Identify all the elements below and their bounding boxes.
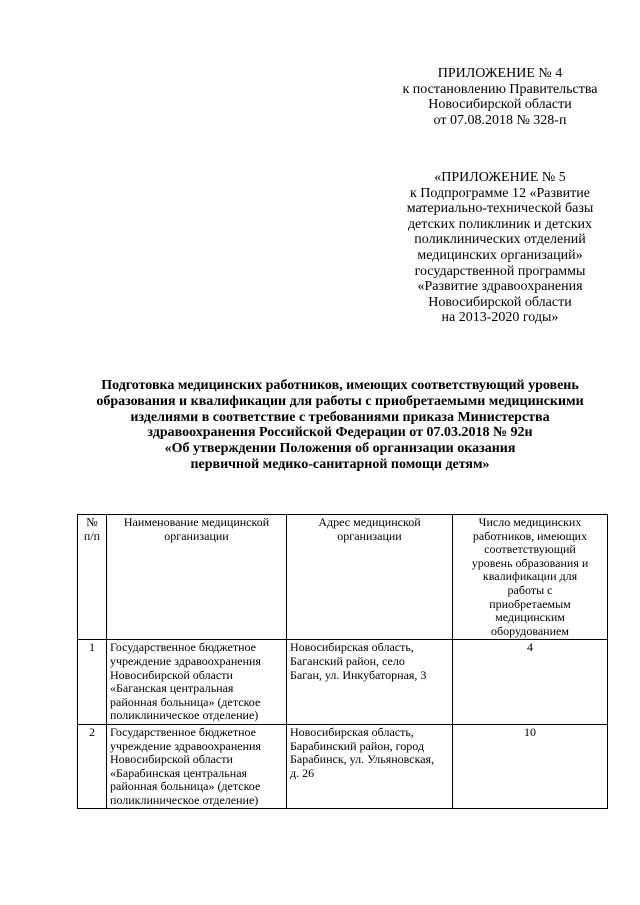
header-line: поликлинических отделений: [414, 232, 586, 248]
header-line: Новосибирской области: [428, 294, 572, 310]
title-line: образования и квалификации для работы с приобретаемыми медицинскими: [96, 393, 584, 409]
title-line: «Об утверждении Положения об организации оказания: [164, 441, 516, 457]
row-num: 1: [78, 640, 107, 725]
header-name: Наименование медицинской организации: [107, 515, 287, 640]
header-num: № п/п: [78, 515, 107, 640]
header-line: к постановлению Правительства: [402, 81, 598, 97]
table-row: [78, 640, 608, 725]
row-count: 10: [453, 724, 608, 809]
appendix-4-header: [360, 66, 640, 128]
header-line: детских поликлиник и детских: [407, 216, 593, 232]
header-count: Число медицинских работников, имеющих соответствующий уровень образования и квалификации для работы с приобретаемым медицинским оборудованием: [453, 515, 608, 640]
document-title: [60, 378, 620, 473]
header-line: «Развитие здравоохранения: [417, 279, 583, 295]
header-line: «ПРИЛОЖЕНИЕ № 5: [434, 170, 566, 185]
header-address: Адрес медицинской организации: [287, 515, 453, 640]
header-line: медицинских организаций»: [417, 247, 583, 263]
row-num: 2: [78, 724, 107, 809]
table-header-row: [78, 515, 608, 640]
table-row: [78, 724, 608, 809]
title-line: Подготовка медицинских работников, имеющих соответствующий уровень: [101, 378, 579, 393]
organizations-table: [77, 514, 608, 809]
header-line: к Подпрограмме 12 «Развитие: [410, 185, 590, 201]
row-address: Новосибирская область, Баганский район, село Баган, ул. Инкубаторная, 3: [287, 640, 453, 725]
row-count: 4: [453, 640, 608, 725]
header-line: материально-технической базы: [406, 201, 594, 217]
header-line: от 07.08.2018 № 328-п: [433, 112, 567, 128]
title-line: изделиями в соответствие с требованиями приказа Министерства: [130, 409, 550, 425]
appendix-5-header: [360, 170, 640, 326]
row-name: Государственное бюджетное учреждение здравоохранения Новосибирской области «Барабинская центральная районная больница» (детское поликлиническое отделение): [107, 724, 287, 809]
header-line: Новосибирской области: [428, 97, 572, 113]
header-line: ПРИЛОЖЕНИЕ № 4: [437, 66, 563, 81]
title-line: первичной медико-санитарной помощи детям»: [190, 456, 490, 472]
row-name: Государственное бюджетное учреждение здравоохранения Новосибирской области «Баганская центральная районная больница» (детское поликлиническое отделение): [107, 640, 287, 725]
header-line: государственной программы: [414, 263, 586, 279]
header-line: на 2013-2020 годы»: [441, 310, 559, 326]
row-address: Новосибирская область, Барабинский район, город Барабинск, ул. Ульяновская, д. 26: [287, 724, 453, 809]
title-line: здравоохранения Российской Федерации от 07.03.2018 № 92н: [147, 425, 533, 441]
